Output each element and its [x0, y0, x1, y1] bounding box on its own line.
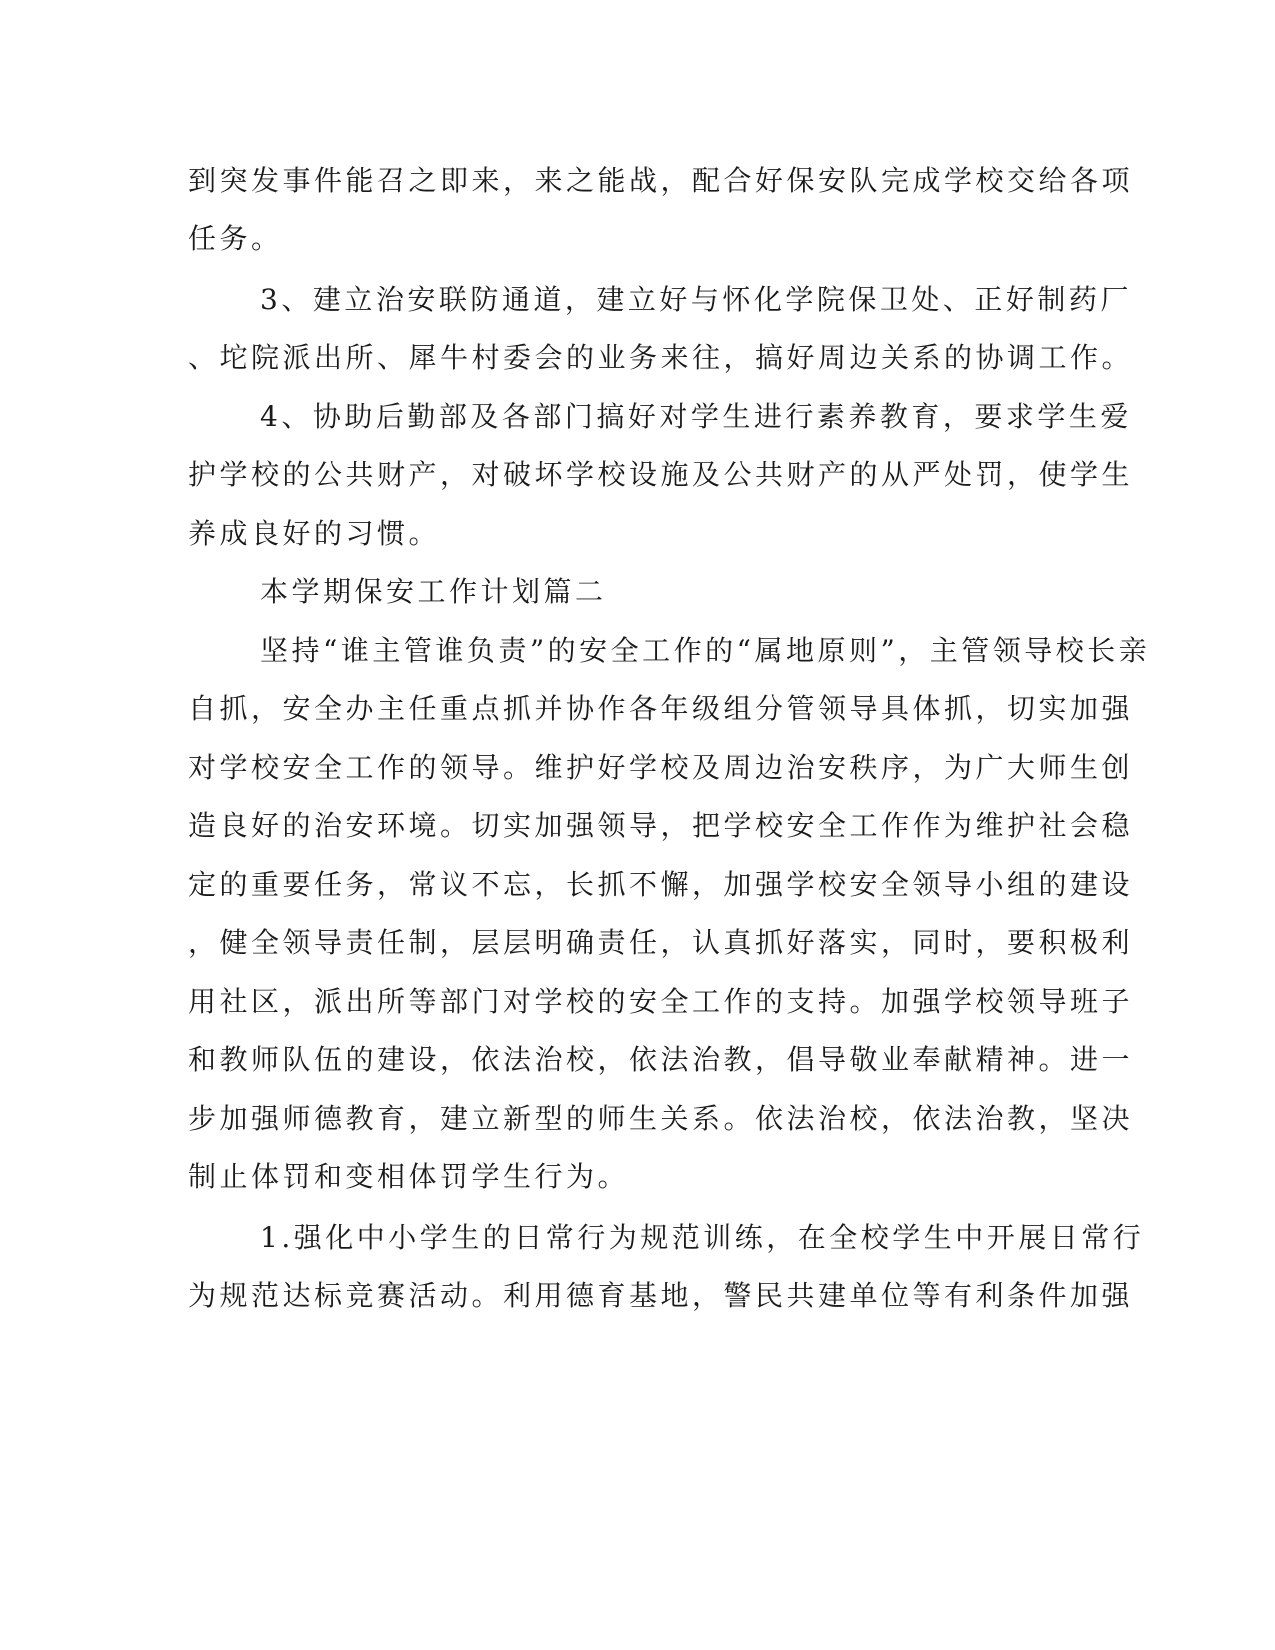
paragraph-line: 4、协助后勤部及各部门搞好对学生进行素养教育，要求学生爱	[260, 400, 1132, 433]
text-line: 自抓，安全办主任重点抓并协作各年级组分管领导具体抓，切实加强	[188, 692, 1134, 725]
text-line: 用社区，派出所等部门对学校的安全工作的支持。加强学校领导班子	[188, 985, 1134, 1018]
text-line: 制止体罚和变相体罚学生行为。	[188, 1160, 630, 1193]
text-line: ，健全领导责任制，层层明确责任，认真抓好落实，同时，要积极利	[188, 926, 1134, 959]
text-line: 护学校的公共财产，对破坏学校设施及公共财产的从严处罚，使学生	[188, 458, 1134, 491]
text-line: 任务。	[188, 222, 283, 255]
paragraph-line: 坚持“谁主管谁负责”的安全工作的“属地原则”，主管领导校长亲	[260, 634, 1151, 667]
text-line: 对学校安全工作的领导。维护好学校及周边治安秩序，为广大师生创	[188, 751, 1134, 784]
paragraph-line: 3、建立治安联防通道，建立好与怀化学院保卫处、正好制药厂	[260, 283, 1132, 316]
text-line: 造良好的治安环境。切实加强领导，把学校安全工作作为维护社会稳	[188, 809, 1134, 842]
text-line: 为规范达标竞赛活动。利用德育基地，警民共建单位等有利条件加强	[188, 1279, 1134, 1312]
text-line: 步加强师德教育，建立新型的师生关系。依法治校，依法治教，坚决	[188, 1102, 1134, 1135]
text-line: 到突发事件能召之即来，来之能战，配合好保安队完成学校交给各项	[188, 164, 1134, 197]
text-line: 和教师队伍的建设，依法治校，依法治教，倡导敬业奉献精神。进一	[188, 1043, 1134, 1076]
text-line: 、坨院派出所、犀牛村委会的业务来往，搞好周边关系的协调工作。	[188, 341, 1134, 374]
text-line: 定的重要任务，常议不忘，长抓不懈，加强学校安全领导小组的建设	[188, 868, 1134, 901]
section-heading: 本学期保安工作计划篇二	[260, 575, 607, 608]
text-line: 养成良好的习惯。	[188, 517, 441, 550]
paragraph-line: 1.强化中小学生的日常行为规范训练，在全校学生中开展日常行	[260, 1221, 1145, 1254]
